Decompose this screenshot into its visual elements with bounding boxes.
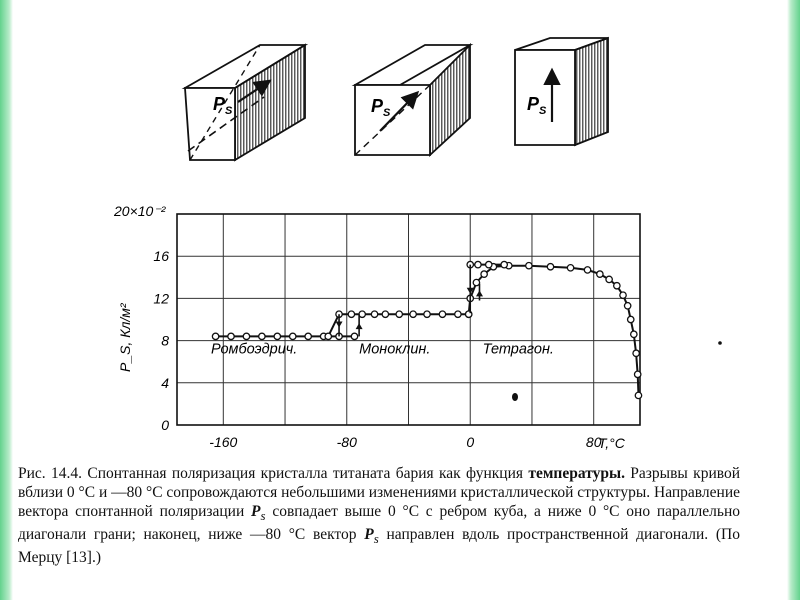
x-tick-label: 80 (585, 434, 602, 450)
data-point (212, 333, 218, 339)
cube-tetragonal (515, 38, 608, 145)
x-tick-label: 0 (466, 434, 475, 450)
data-point (243, 333, 249, 339)
phase-label: Моноклин. (359, 341, 431, 358)
data-point (305, 333, 311, 339)
chart-arrows (336, 265, 483, 337)
transition-arrowhead (476, 290, 483, 296)
data-point (410, 311, 416, 317)
caption-vector-subscript: s (373, 531, 379, 547)
vector-label-ps: $P_S$ (371, 96, 391, 119)
print-blot (512, 393, 518, 401)
caption-bold: температуры. (528, 465, 625, 482)
y-axis-label: P_S, Кл/м² (117, 303, 133, 372)
data-point (371, 311, 377, 317)
y-tick-label: 0 (161, 417, 169, 433)
data-point (501, 261, 507, 267)
x-tick-label: -80 (336, 434, 357, 450)
y-tick-label: 16 (153, 248, 169, 265)
data-point (633, 350, 639, 356)
data-point (382, 311, 388, 317)
y-tick-label: 8 (161, 332, 169, 349)
polarization-chart (113, 203, 722, 451)
data-point (351, 333, 357, 339)
caption-vector: P (251, 503, 261, 520)
data-point (228, 333, 234, 339)
data-point (424, 311, 430, 317)
y-scale-note: 20×10⁻² (114, 203, 166, 219)
print-speck (718, 341, 722, 345)
data-point (439, 311, 445, 317)
phase-label: Ромбоэдрич. (210, 341, 298, 358)
cube-front-face (515, 50, 575, 145)
transition-arrowhead (356, 323, 363, 329)
data-point (635, 392, 641, 398)
data-point (274, 333, 280, 339)
caption-text: направлен вдоль пространственной диагонали. (По Мерцу [13].) (18, 526, 740, 567)
data-point (475, 261, 481, 267)
data-point (628, 316, 634, 322)
cube-rhombohedral (185, 45, 305, 160)
data-point (481, 271, 487, 277)
data-point (359, 311, 365, 317)
chart-series (216, 265, 639, 396)
data-point (584, 267, 590, 273)
data-point (634, 371, 640, 377)
caption-vector-subscript: s (260, 508, 266, 524)
data-point (631, 331, 637, 337)
data-point (290, 333, 296, 339)
data-point (526, 262, 532, 268)
figure-caption (18, 464, 740, 567)
data-point (606, 276, 612, 282)
series-line (469, 266, 639, 396)
data-point (567, 265, 573, 271)
data-point (597, 271, 603, 277)
data-point (624, 303, 630, 309)
y-tick-label: 4 (161, 374, 169, 391)
data-point (455, 311, 461, 317)
y-tick-label: 12 (153, 290, 169, 307)
cube-monoclinic (355, 45, 470, 155)
transition-arrowhead (336, 322, 343, 328)
chart-points (212, 261, 641, 398)
data-point (473, 279, 479, 285)
caption-text: Спонтанная поляризация кристалла титаната бария как функция (82, 465, 529, 482)
caption-text: совпадает выше 0 °С с ребром куба, а ниже 0 °С оно параллельно диагонали грани; наконец, ниже —80 °С вектор (18, 503, 740, 544)
data-point (486, 261, 492, 267)
vector-label-ps: $P_S$ (213, 94, 233, 117)
vector-label-ps: $P_S$ (527, 94, 547, 117)
data-point (259, 333, 265, 339)
data-point (547, 264, 553, 270)
phase-label: Тетрагон. (482, 341, 554, 358)
x-axis-label: T,°C (598, 435, 625, 451)
data-point (396, 311, 402, 317)
x-tick-label: -160 (209, 434, 238, 450)
caption-number: Рис. 14.4. (18, 465, 83, 482)
data-point (614, 283, 620, 289)
caption-text: Разрывы кривой вблизи 0 °С и —80 °С сопровождаются небольшими изменениями кристаллической структуры. Направление вектора спонтанной поляризации (18, 465, 741, 520)
data-point (325, 333, 331, 339)
data-point (620, 292, 626, 298)
chart-phase-labels (211, 341, 554, 357)
caption-vector: P (364, 526, 374, 544)
chart-grid (177, 214, 640, 425)
data-point (348, 311, 354, 317)
cube-side-face (575, 38, 608, 145)
